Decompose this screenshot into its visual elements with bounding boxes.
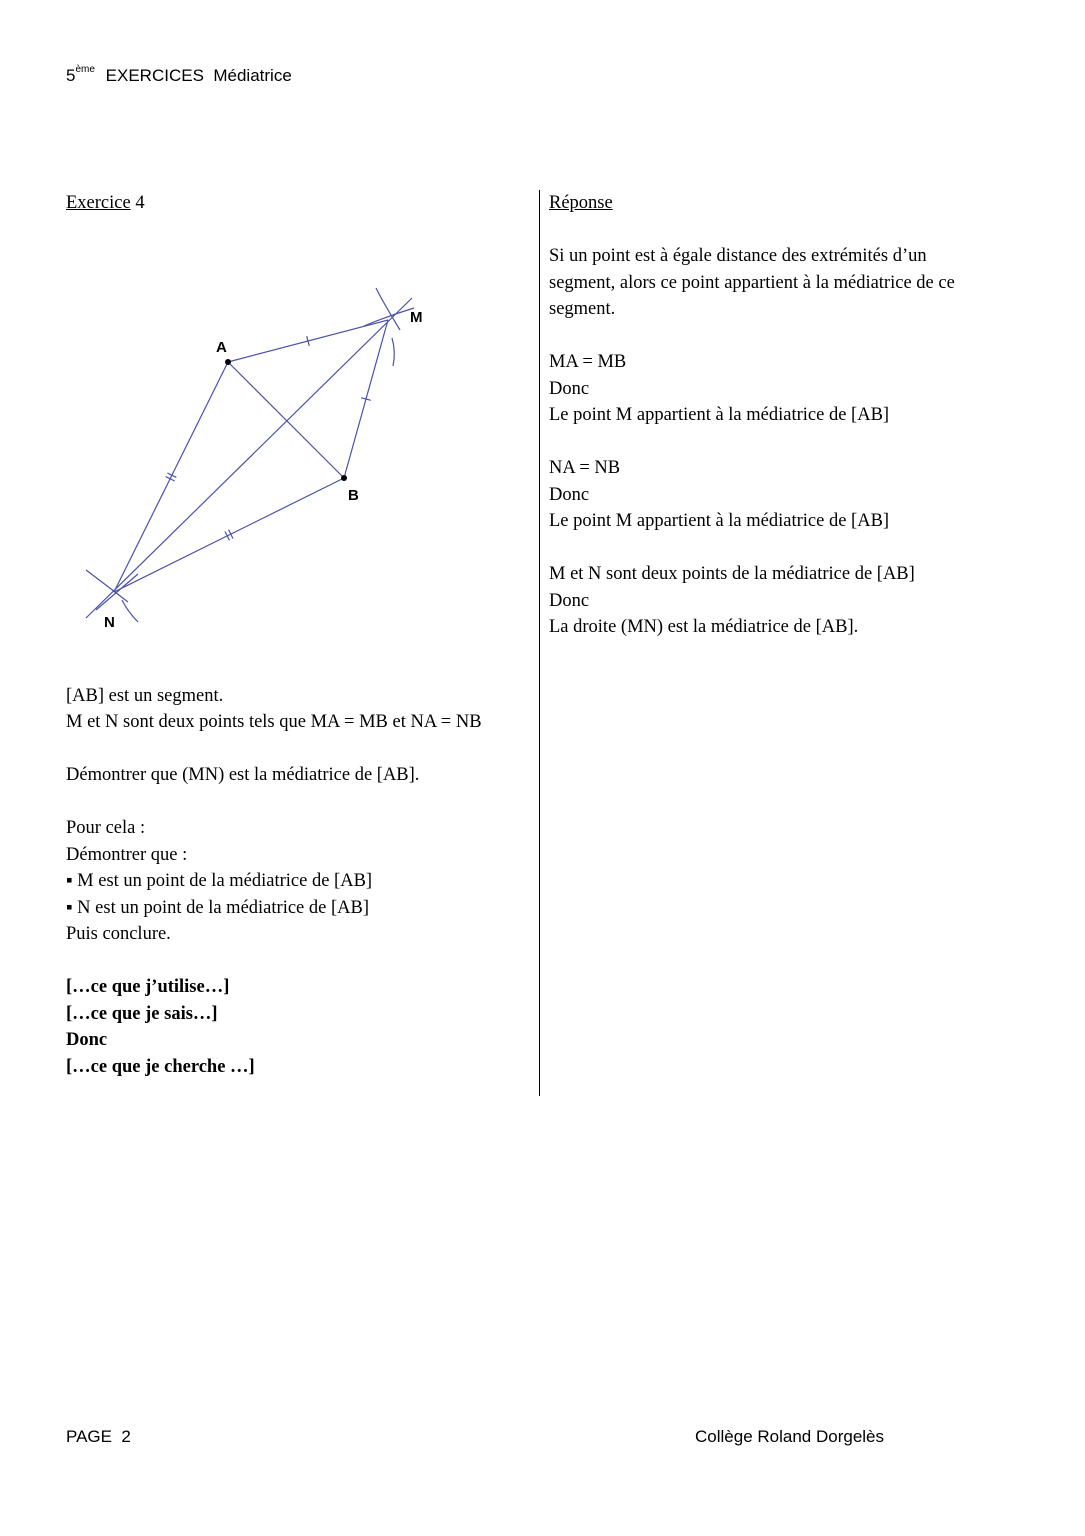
exercise-title-label: Exercice — [66, 193, 131, 213]
point-a — [225, 359, 231, 365]
exercise-statement — [66, 683, 536, 948]
answer-line: Le point M appartient à la médiatrice de [AB] — [549, 511, 890, 531]
point-b — [341, 475, 347, 481]
statement-line: ▪ M est un point de la médiatrice de [AB] — [66, 871, 373, 891]
arc-m-1 — [376, 288, 400, 330]
label-b: B — [348, 487, 359, 504]
tick-an — [166, 477, 175, 481]
header-grade: 5 — [66, 66, 76, 85]
column-divider — [539, 190, 540, 1096]
answer-line: Donc — [549, 378, 590, 399]
answer-column — [549, 190, 1019, 641]
header-title: EXERCICES Médiatrice — [105, 66, 292, 85]
answer-line: M et N sont deux points de la médiatrice de [AB] — [549, 564, 915, 584]
arc-n-2 — [96, 574, 138, 610]
line-mn — [86, 298, 412, 618]
answer-line: segment, alors ce point appartient à la médiatrice de ce — [549, 272, 955, 293]
answer-line: MA = MB — [549, 352, 627, 372]
label-n: N — [104, 614, 115, 631]
method-line: […ce que je cherche …] — [66, 1056, 255, 1077]
method-line: Donc — [66, 1030, 108, 1050]
statement-line: [AB] est un segment. — [66, 685, 224, 706]
answer-line: Donc — [549, 484, 590, 505]
answer-line — [549, 429, 1019, 456]
statement-line: Démontrer que : — [66, 844, 188, 865]
answer-line — [549, 535, 1019, 562]
tick-an — [167, 473, 176, 477]
label-m: M — [410, 309, 423, 326]
statement-line: Pour cela : — [66, 818, 146, 838]
tick-nb — [229, 530, 233, 539]
exercise-method — [66, 974, 536, 1080]
segment-an — [114, 362, 228, 592]
footer-school: Collège Roland Dorgelès — [695, 1427, 885, 1446]
page-header — [66, 66, 292, 86]
footer-page: PAGE 2 — [66, 1427, 131, 1446]
segment-ab — [228, 362, 344, 478]
statement-line — [66, 789, 536, 816]
answer-text — [549, 243, 1019, 641]
method-line: […ce que j’utilise…] — [66, 977, 230, 997]
method-line: […ce que je sais…] — [66, 1003, 218, 1024]
answer-line: NA = NB — [549, 458, 621, 478]
statement-line: Démontrer que (MN) est la médiatrice de [AB]. — [66, 765, 420, 785]
label-a: A — [216, 339, 227, 356]
exercise-title — [66, 190, 536, 217]
exercise-title-number: 4 — [135, 193, 145, 213]
header-grade-sup: ème — [75, 64, 95, 75]
statement-line — [66, 736, 536, 763]
geometry-figure — [66, 270, 466, 640]
statement-line: M et N sont deux points tels que MA = MB et NA = NB — [66, 712, 482, 732]
segment-nb — [114, 478, 344, 592]
answer-line: Le point M appartient à la médiatrice de [AB] — [549, 405, 890, 425]
answer-line: Si un point est à égale distance des extrémités d’un — [549, 246, 927, 266]
answer-line — [549, 323, 1019, 350]
arc-m-3 — [392, 338, 394, 366]
tick-nb — [225, 531, 229, 540]
answer-line: segment. — [549, 299, 616, 319]
answer-line: La droite (MN) est la médiatrice de [AB]. — [549, 617, 859, 637]
arc-n-3 — [122, 600, 138, 622]
answer-title: Réponse — [549, 193, 613, 213]
answer-line: Donc — [549, 590, 590, 611]
statement-line: Puis conclure. — [66, 924, 171, 944]
statement-line: ▪ N est un point de la médiatrice de [AB] — [66, 897, 369, 918]
